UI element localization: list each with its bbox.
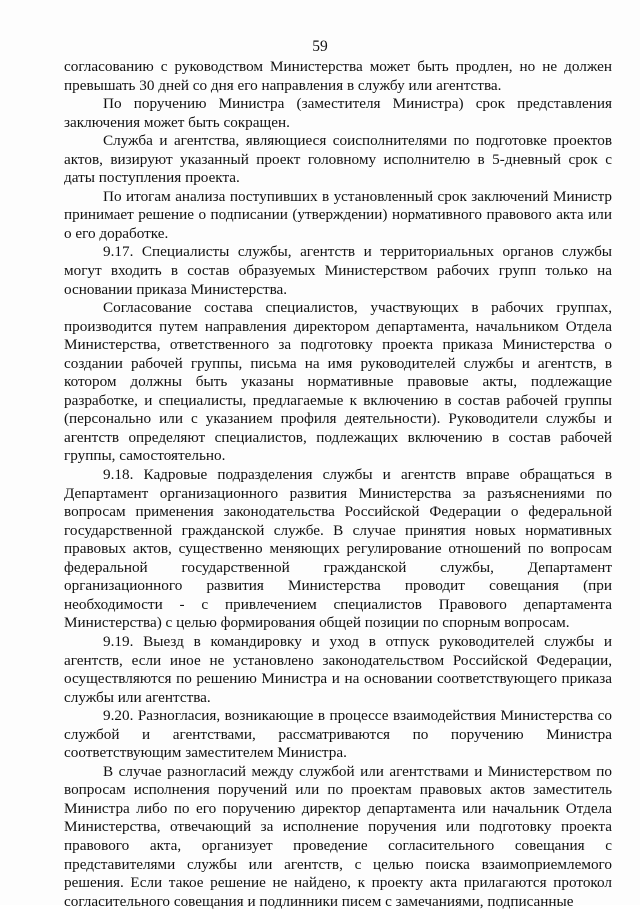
paragraph-9-17: 9.17. Специалисты службы, агентств и территориальных органов службы могут входить в состав образуемых Министерством рабочих групп только на основании приказа Министерства. xyxy=(64,243,612,298)
paragraph: В случае разногласий между службой или агентствами и Министерством по вопросам исполнения поручений или по проектам правовых актов заместитель Министра либо по его поручению директор департамента или начальник Отдела Министерства, отвечающий за исполнение поручения или подготовку проекта правового акта, организует проведение согласительного совещания с представителями службы или агентств, с целью поиска взаимоприемлемого решения. Если такое решение не найдено, к проекту акта прилагаются протокол согласительного совещания и подлинники писем с замечаниями, подписанные xyxy=(64,762,612,910)
paragraph: По итогам анализа поступивших в установленный срок заключений Министр принимает решение о подписании (утверждении) нормативного правового акта или о его доработке. xyxy=(64,187,612,242)
paragraph-9-20: 9.20. Разногласия, возникающие в процессе взаимодействия Министерства со службой и агентствами, рассматриваются по поручению Министра соответствующим заместителем Министра. xyxy=(64,707,612,762)
paragraph-9-19: 9.19. Выезд в командировку и уход в отпуск руководителей службы и агентств, если иное не установлено законодательством Российской Федерации, осуществляются по решению Министра и на основании соответствующего приказа службы или агентства. xyxy=(64,632,612,706)
document-body xyxy=(64,58,612,911)
paragraph: По поручению Министра (заместителя Министра) срок представления заключения может быть сокращен. xyxy=(64,95,612,131)
paragraph: Служба и агентства, являющиеся соисполнителями по подготовке проектов актов, визируют указанный проект головному исполнителю в 5-дневный срок с даты поступления проекта. xyxy=(64,132,612,187)
paragraph: Согласование состава специалистов, участвующих в рабочих группах, производится путем направления директором департамента, начальником Отдела Министерства, ответственного за подготовку проекта приказа Министерства о создании рабочей группы, письма на имя руководителей службы и агентств, в котором должны быть указаны нормативные правовые акты, подлежащие разработке, и специалисты, предлагаемые к включению в состав рабочей группы (персонально или с указанием профиля деятельности). Руководители службы и агентств определяют специалистов, подлежащих включению в состав рабочей группы, самостоятельно. xyxy=(64,299,612,465)
paragraph-9-18: 9.18. Кадровые подразделения службы и агентств вправе обращаться в Департамент организационного развития Министерства за разъяснениями по вопросам применения законодательства Российской Федерации о федеральной государственной гражданской службе. В случае принятия новых нормативных правовых актов, существенно меняющих регулирование отношений по вопросам федеральной государственной гражданской службы, Департамент организационного развития Министерства проводит совещания (при необходимости - с привлечением специалистов Правового департамента Министерства) с целью формирования общей позиции по спорным вопросам. xyxy=(64,466,612,632)
page-number: 59 xyxy=(312,38,328,55)
paragraph-continuation: согласованию с руководством Министерства может быть продлен, но не должен превышать 30 дней со дня его направления в службу или агентства. xyxy=(64,58,612,94)
